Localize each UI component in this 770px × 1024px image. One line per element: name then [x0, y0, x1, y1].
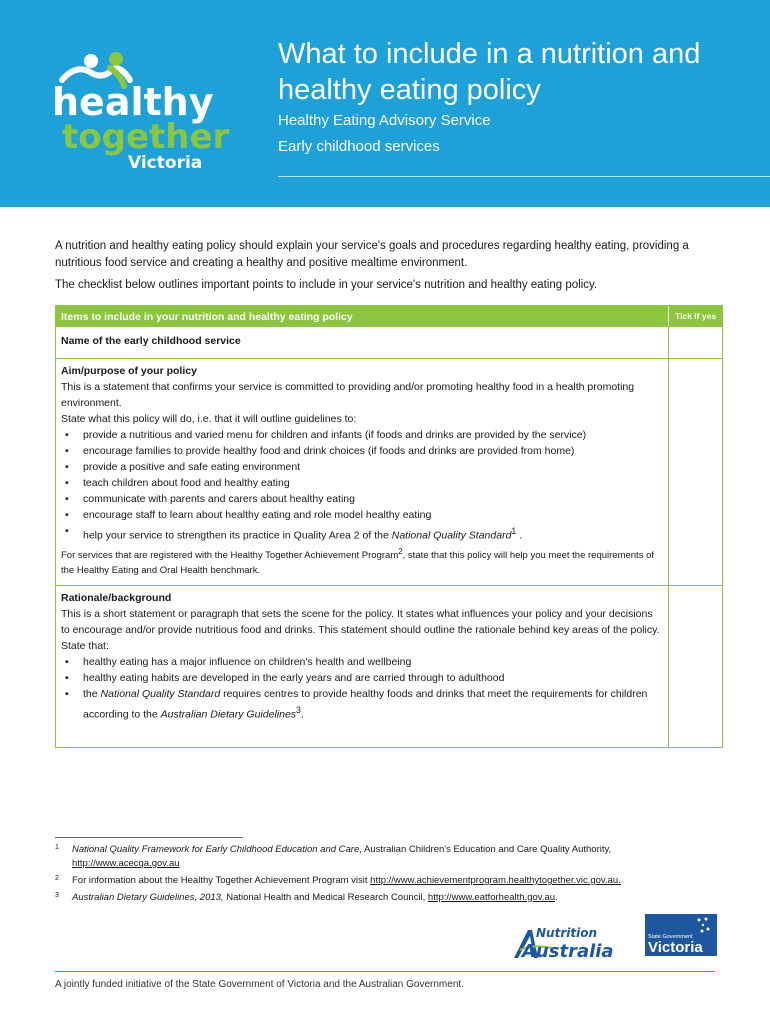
tick-box[interactable] — [668, 327, 722, 358]
footnote-text: For information about the Healthy Together Achievement Program visit — [72, 875, 371, 886]
healthy-together-logo — [50, 50, 250, 175]
nqs-title: National Quality Standard — [100, 688, 221, 700]
footnote-ref: 2 — [398, 546, 403, 556]
page-subtitle-service: Healthy Eating Advisory Service — [278, 112, 491, 129]
victoria-government-logo — [645, 914, 717, 956]
list-item: • provide a positive and safe eating environment — [61, 459, 663, 475]
footnote-number: 1 — [55, 844, 59, 851]
footnote-1 — [55, 843, 745, 871]
table-row — [56, 585, 722, 747]
list-item: • healthy eating habits are developed in the early years and are carried through to adulthood — [61, 670, 663, 686]
footnote-2 — [55, 874, 745, 888]
nutrition-australia-logo — [512, 922, 634, 962]
logo-word-victoria: Victoria — [128, 153, 203, 173]
bullet-text: help your service to strengthen its practice in Quality Area 2 of the — [83, 529, 392, 542]
intro-checklist-paragraph: The checklist below outlines important points to include in your service's nutrition and healthy eating policy. — [55, 279, 598, 291]
vic-wordmark: Victoria — [648, 939, 703, 956]
list-item — [61, 523, 663, 544]
aim-bullet-list — [61, 427, 663, 544]
footnote-divider — [55, 837, 243, 838]
row-title-rationale: Rationale/background — [61, 592, 172, 604]
figure-head-icon — [84, 54, 98, 68]
list-item: • encourage staff to learn about healthy eating and role model healthy eating — [61, 507, 663, 523]
row-title-aim: Aim/purpose of your policy — [61, 365, 197, 377]
bullet-text-middle: requires centres to provide healthy foods and drinks that meet the requirements for children according to the — [83, 688, 648, 721]
list-item — [61, 686, 663, 723]
list-item: • healthy eating has a major influence on children's health and wellbeing — [61, 654, 663, 670]
footnote-text: , Australian Children's Education and Care Quality Authority, — [359, 844, 612, 855]
guidelines-title: Australian Dietary Guidelines — [160, 708, 297, 721]
tick-box[interactable] — [668, 586, 722, 747]
footnote-source-title: National Quality Framework for Early Childhood Education and Care — [72, 844, 360, 855]
nqs-title: National Quality Standard — [391, 529, 512, 542]
table-cell — [56, 327, 668, 358]
footer-divider — [55, 971, 715, 972]
checklist-table — [55, 305, 723, 748]
bullet-text: the — [83, 688, 101, 700]
banner-divider — [278, 176, 770, 177]
header-banner — [0, 0, 770, 207]
table-header-items: Items to include in your nutrition and healthy eating policy — [61, 311, 353, 323]
footnote-number: 3 — [55, 892, 59, 899]
page-title: What to include in a nutrition and healthy eating policy — [278, 38, 701, 106]
table-cell — [56, 359, 668, 585]
rationale-statement: This is a short statement or paragraph that sets the scene for the policy. It states what influences your policy and your decisions to encourage and/or provide nutritious food and drinks. This statement should outline the rationale behind key areas of the policy. — [61, 608, 660, 636]
aim-statement: This is a statement that confirms your service is committed to providing and/or promoting healthy food in a health promoting environment. — [61, 381, 635, 409]
table-row — [56, 326, 722, 358]
footnote-3 — [55, 891, 745, 905]
rationale-instruction: State that: — [61, 640, 109, 652]
list-item: • communicate with parents and carers about healthy eating — [61, 491, 663, 507]
list-item: • encourage families to provide healthy food and drink choices (if foods and drinks are provided from home) — [61, 443, 663, 459]
vic-gov-label: State Government — [648, 934, 693, 940]
intro-paragraph: A nutrition and healthy eating policy should explain your service's goals and procedures regarding healthy eating, providing a nutritious food service and creating a healthy and positive mealtime environment. — [55, 240, 689, 269]
footnote-ref: 1 — [511, 526, 517, 536]
rationale-bullet-list — [61, 654, 663, 723]
footer-text: A jointly funded initiative of the State Government of Victoria and the Australian Government. — [55, 979, 464, 990]
footnote-end: . — [555, 892, 558, 903]
southern-cross-icon — [693, 916, 713, 934]
bullet-end: . — [516, 529, 523, 542]
note-text-end: , state that this policy will help you meet the requirements of the Healthy Eating and Oral Health benchmark. — [61, 549, 655, 576]
logo-word-australia: Australia — [522, 941, 614, 962]
table-header-tick: Tick if yes — [668, 306, 722, 326]
acecqa-link[interactable]: http://www.acecqa.gov.au — [72, 858, 180, 869]
table-header-row — [56, 306, 722, 326]
row-title-service-name: Name of the early childhood service — [61, 335, 241, 347]
note-text: For services that are registered with the Healthy Together Achievement Program — [61, 549, 399, 561]
table-cell — [56, 586, 668, 747]
figure-head-icon — [109, 52, 123, 66]
footnote-number: 2 — [55, 875, 59, 882]
logo-word-together: together — [62, 117, 230, 157]
bullet-end: . — [300, 708, 304, 721]
footnote-text: National Health and Medical Research Council, — [223, 892, 428, 903]
table-row — [56, 358, 722, 585]
logo-word-healthy: healthy — [52, 80, 214, 124]
tick-box[interactable] — [668, 359, 722, 585]
achievement-program-link[interactable]: http://www.achievementprogram.healthytogether.vic.gov.au. — [370, 875, 621, 886]
footnote-ref: 3 — [296, 705, 301, 715]
page-subtitle-audience: Early childhood services — [278, 138, 440, 155]
aim-instruction: State what this policy will do, i.e. that it will outline guidelines to: — [61, 413, 357, 425]
footnotes — [55, 843, 745, 908]
list-item: • teach children about food and healthy eating — [61, 475, 663, 491]
list-item: • provide a nutritious and varied menu for children and infants (if foods and drinks are provided by the service) — [61, 427, 663, 443]
achievement-note — [61, 544, 663, 578]
footnote-source-title: Australian Dietary Guidelines, 2013, — [72, 892, 224, 903]
eatforhealth-link[interactable]: http://www.eatforhealth.gov.au — [427, 892, 556, 903]
logo-word-nutrition: Nutrition — [536, 926, 597, 940]
